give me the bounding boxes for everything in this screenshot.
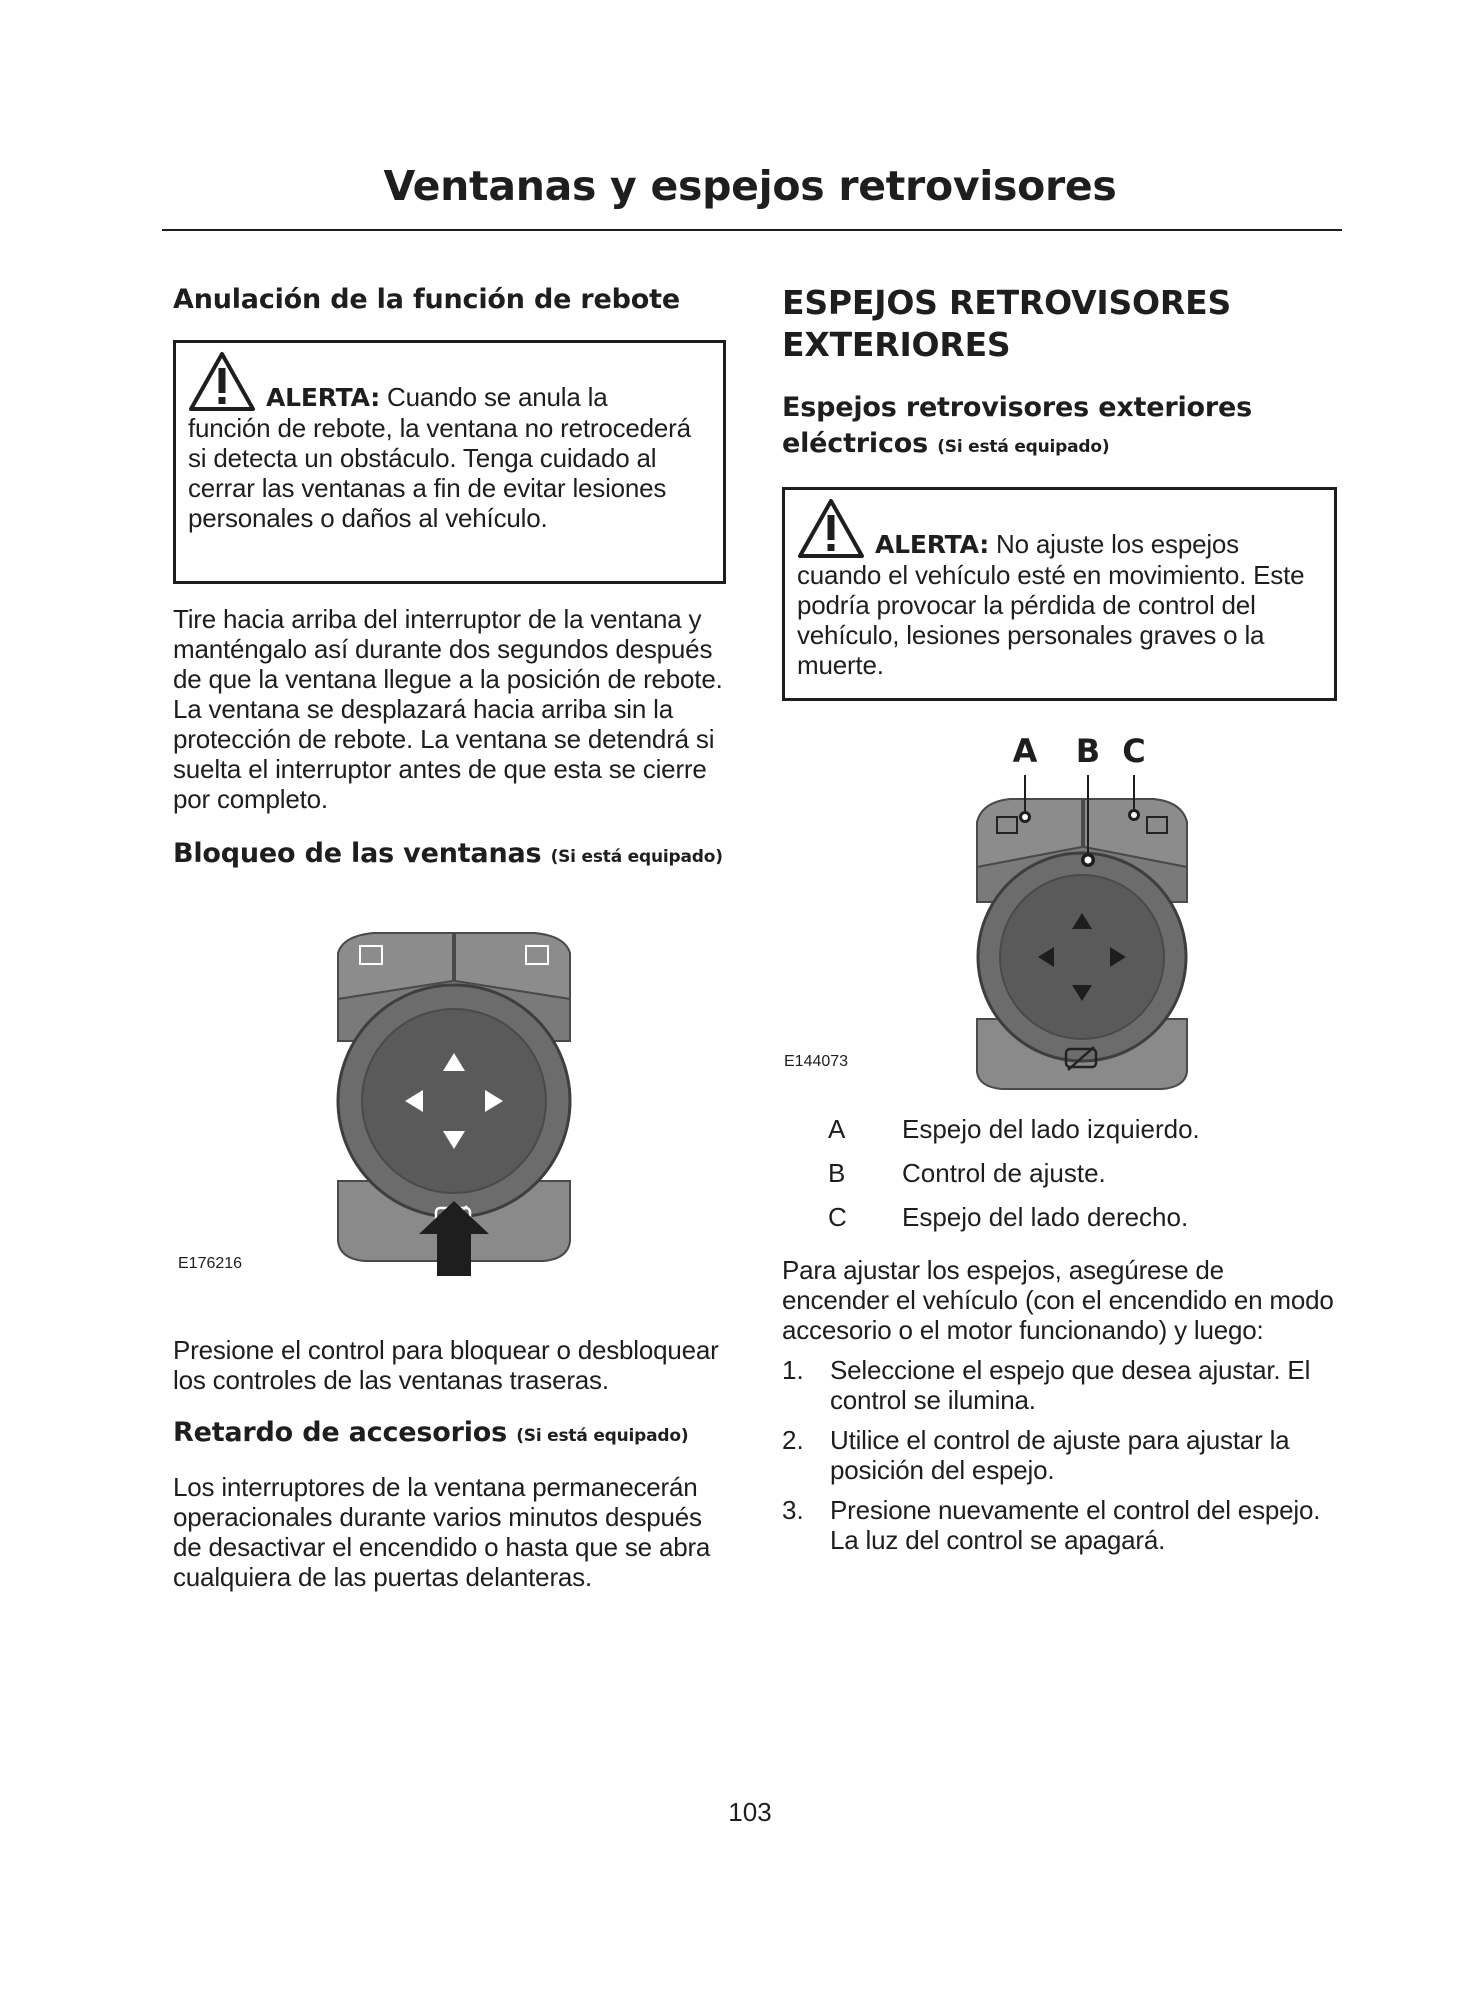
bounce-instructions: Tire hacia arriba del interruptor de la ventana y manténgalo así durante dos segundos después de que la ventana llegue a la posición de rebote. La ventana se desplazará hacia arriba sin la protección de rebote. La ventana se detendrá si suelta el interruptor antes de que esta se cierre por completo. [173, 604, 723, 814]
main-section-heading: ESPEJOS RETROVISORES EXTERIORES [782, 283, 1232, 364]
callout-a: A [1012, 732, 1038, 770]
section-heading-accessory-delay [173, 1415, 726, 1454]
mirror-steps-list [782, 1355, 1337, 1555]
warning-triangle-icon [188, 351, 256, 413]
legend-text: Espejo del lado izquierdo. [902, 1114, 1200, 1144]
legend-key: C [828, 1202, 847, 1232]
accessory-delay-text: Los interruptores de la ventana permanecerán operacionales durante varios minutos después de desactivar el encendido o hasta que se abra cualquiera de las puertas delanteras. [173, 1472, 711, 1592]
legend-row [782, 1107, 1337, 1151]
mirror-intro-text: Para ajustar los espejos, asegúrese de encender el vehículo (con el encendido en modo accesorio o el motor funcionando) y luego: [782, 1255, 1334, 1345]
step-text: Seleccione el espejo que desea ajustar. El control se ilumina. [830, 1355, 1311, 1415]
legend-key: A [828, 1114, 846, 1144]
alert-text: función de rebote, la ventana no retrocederá si detecta un obstáculo. Tenga cuidado al cerrar las ventanas a fin de evitar lesiones personales o daños al vehículo. [188, 413, 691, 533]
callout-b: B [1075, 732, 1101, 770]
mirror-control-figure [782, 727, 1337, 1107]
step-text: Utilice el control de ajuste para ajustar la posición del espejo. [830, 1425, 1290, 1485]
right-column [782, 282, 1337, 1565]
power-mirrors-heading [782, 390, 1337, 465]
section-heading-bounce-override: Anulación de la función de rebote [173, 284, 680, 315]
legend-row [782, 1151, 1337, 1195]
step-number: 3. [782, 1495, 804, 1525]
alert-label: ALERTA: [266, 383, 381, 412]
list-item [782, 1495, 1337, 1555]
left-column [173, 282, 726, 1592]
warning-triangle-icon [797, 498, 865, 560]
alert-label: ALERTA: [875, 530, 990, 559]
legend-key: B [828, 1158, 846, 1188]
list-item [782, 1425, 1337, 1485]
window-lock-instructions: Presione el control para bloquear o desbloquear los controles de las ventanas traseras. [173, 1335, 719, 1395]
equipment-note: (Si está equipado) [516, 1426, 689, 1446]
alert-box-bounce [173, 340, 726, 584]
alert-text: cuando el vehículo esté en movimiento. Este podría provocar la pérdida de control del vehículo, lesiones personales graves o la muerte. [797, 560, 1305, 680]
callout-c: C [1122, 732, 1146, 770]
window-lock-switch-illustration [173, 881, 726, 1311]
step-text: Presione nuevamente el control del espejo. La luz del control se apagará. [830, 1495, 1321, 1555]
window-lock-title: Bloqueo de las ventanas [173, 838, 542, 869]
legend-row [782, 1195, 1337, 1239]
equipment-note: (Si está equipado) [550, 847, 723, 867]
alert-text-first: Cuando se anula la [387, 382, 608, 412]
step-number: 1. [782, 1355, 804, 1385]
page-title: Ventanas y espejos retrovisores [383, 162, 1117, 210]
power-mirrors-title: Espejos retrovisores exteriores eléctricos [782, 392, 1252, 459]
figure-code: E144073 [784, 1053, 849, 1070]
mirror-control-illustration [782, 727, 1337, 1107]
equipment-note: (Si está equipado) [937, 437, 1110, 457]
title-divider [162, 229, 1342, 231]
alert-text-first: No ajuste los espejos [996, 529, 1239, 559]
accessory-delay-title: Retardo de accesorios [173, 1417, 508, 1448]
figure-legend [782, 1107, 1337, 1239]
alert-box-mirrors [782, 487, 1337, 701]
section-heading-window-lock [173, 836, 726, 875]
step-number: 2. [782, 1425, 804, 1455]
list-item [782, 1355, 1337, 1415]
window-lock-figure [173, 881, 726, 1311]
page-number: 103 [728, 1797, 772, 1827]
legend-text: Control de ajuste. [902, 1158, 1106, 1188]
figure-code: E176216 [178, 1255, 243, 1272]
legend-text: Espejo del lado derecho. [902, 1202, 1189, 1232]
